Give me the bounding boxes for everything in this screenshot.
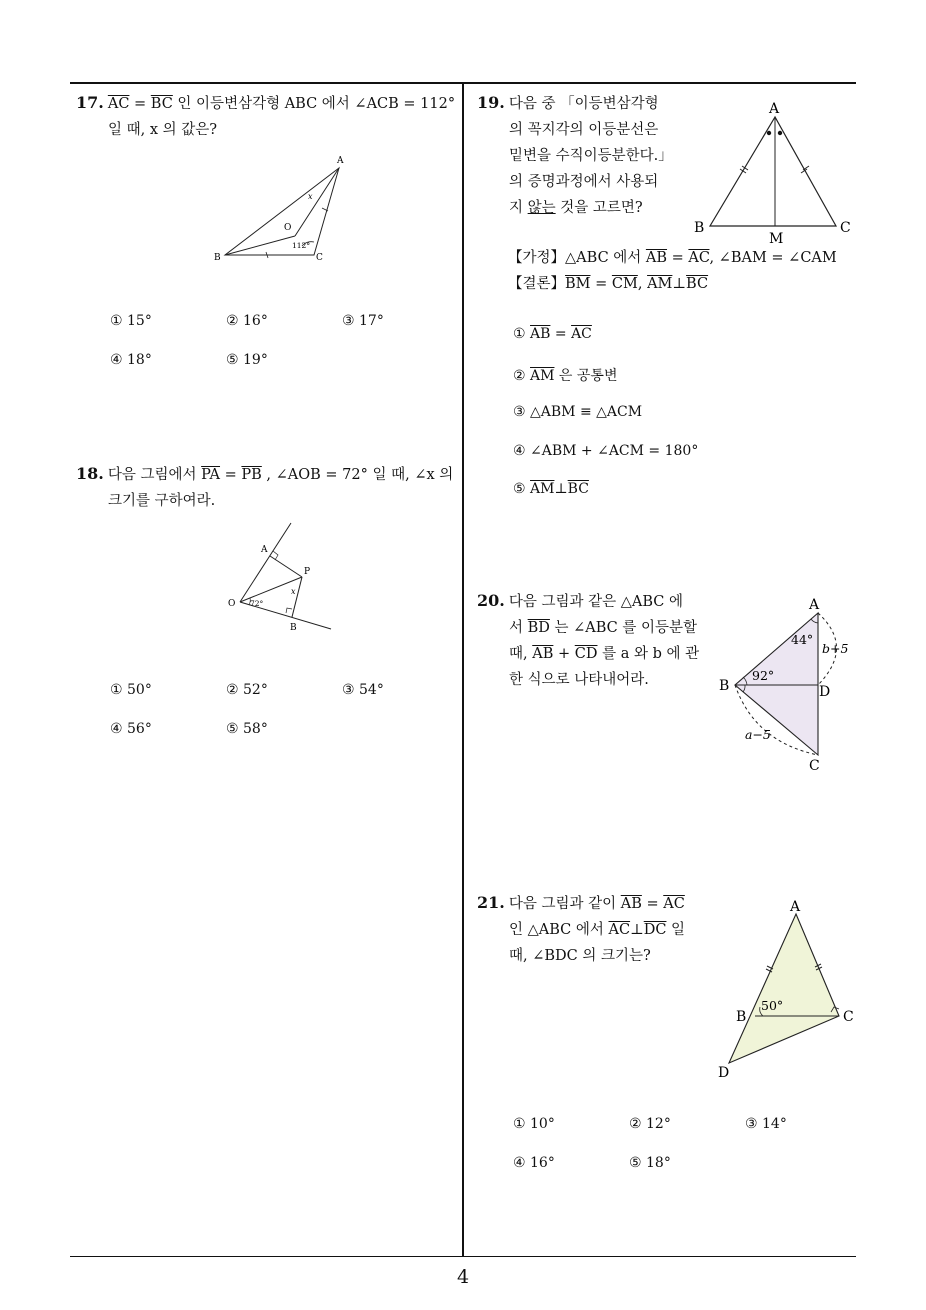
question-21: [477, 890, 685, 969]
q21-option-1[interactable]: ① 10°: [513, 1116, 555, 1132]
question-21-line-2: 인 △ABC 에서 $\overline{AC}\perp\overline{DC}$ 일: [509, 922, 686, 938]
question-19-line-4: 의 증명과정에서 사용되: [509, 174, 659, 190]
question-18-line-1: 18. 다음 그림에서 $\overline{PA} = \overline{PB}$ , ∠AOB = 72° 일 때, ∠x 의: [76, 464, 454, 483]
question-21-figure: [715, 895, 865, 1090]
column-divider: [462, 82, 464, 1257]
question-19-line-3: 밑변을 수직이등분한다.」: [509, 148, 673, 164]
question-20-line-4: 한 식으로 나타내어라.: [509, 672, 649, 688]
question-20-line-2: 서 $\overline{BD}$ 는 ∠ABC 를 이등분할: [509, 620, 698, 636]
question-17-number: 17.: [76, 93, 104, 112]
q17-label-O: O: [284, 223, 292, 233]
question-20-number: 20.: [477, 591, 505, 610]
q17-option-2[interactable]: ② 16°: [226, 313, 268, 329]
q21-option-2[interactable]: ② 12°: [629, 1116, 671, 1132]
q17-option-3[interactable]: ③ 17°: [342, 313, 384, 329]
q17-label-C: C: [316, 253, 323, 263]
page-number: 4: [456, 1266, 470, 1288]
question-17-figure: [200, 150, 360, 270]
question-19-line-5: 지 않는 것을 고르면?: [509, 200, 643, 216]
question-18: [76, 461, 453, 514]
question-21-line-1: 21. 다음 그림과 같이 $\overline{AB} = \overline{AC}$: [477, 893, 685, 912]
question-18-line-2: 크기를 구하여라.: [108, 493, 216, 509]
q18-option-3[interactable]: ③ 54°: [342, 682, 384, 698]
question-19-line-2: 의 꼭지각의 이등분선은: [509, 122, 659, 138]
q20-label-B: B: [719, 678, 730, 694]
question-17-line-1: 17. $\overline{AC} = \overline{BC}$ 인 이등변삼각형 ABC 에서 ∠ACB = 112°: [76, 93, 456, 112]
q19-label-A: A: [769, 101, 780, 117]
q18-label-x: x: [291, 587, 296, 596]
q21-option-3[interactable]: ③ 14°: [745, 1116, 787, 1132]
q20-angle-44: 44°: [791, 632, 814, 647]
q21-option-4[interactable]: ④ 16°: [513, 1155, 555, 1171]
q18-option-2[interactable]: ② 52°: [226, 682, 268, 698]
q19-hypothesis: 【가정】△ABC 에서 $\overline{AB} = \overline{AC}$, ∠BAM = ∠CAM: [508, 250, 837, 266]
q17-option-4[interactable]: ④ 18°: [110, 352, 152, 368]
q21-label-B: B: [736, 1009, 747, 1025]
q21-label-A: A: [790, 899, 801, 915]
q17-angle-label: 112°: [292, 241, 311, 250]
bottom-rule: [70, 1256, 856, 1257]
q17-label-x: x: [308, 192, 313, 201]
q19-option-5[interactable]: ⑤ $\overline{AM}\perp\overline{BC}$: [513, 481, 589, 497]
q20-label-b-plus-5: b+5: [822, 641, 849, 656]
q21-label-C: C: [843, 1009, 854, 1025]
question-20: [477, 588, 699, 693]
q19-option-4[interactable]: ④ ∠ABM + ∠ACM = 180°: [513, 443, 699, 459]
q20-label-A: A: [809, 597, 820, 613]
question-20-figure: [715, 592, 865, 777]
q18-option-1[interactable]: ① 50°: [110, 682, 152, 698]
q18-angle-label: 72°: [250, 599, 264, 608]
q20-label-a-minus-5: a−5: [745, 727, 771, 742]
question-21-number: 21.: [477, 893, 505, 912]
question-17-line-2: 일 때, x 의 값은?: [108, 122, 218, 138]
q21-option-5[interactable]: ⑤ 18°: [629, 1155, 671, 1171]
q17-label-B: B: [214, 253, 221, 263]
question-20-line-1: 20. 다음 그림과 같은 △ABC 에: [477, 591, 683, 610]
question-19: [477, 90, 673, 221]
question-19-figure: [690, 95, 860, 250]
q17-option-5[interactable]: ⑤ 19°: [226, 352, 268, 368]
q19-premise: [508, 245, 837, 297]
q18-option-4[interactable]: ④ 56°: [110, 721, 152, 737]
q18-option-5[interactable]: ⑤ 58°: [226, 721, 268, 737]
question-18-number: 18.: [76, 464, 104, 483]
q19-option-3[interactable]: ③ △ABM ≡ △ACM: [513, 404, 643, 420]
q19-label-B: B: [694, 220, 705, 236]
q21-label-D: D: [718, 1065, 730, 1081]
q19-label-C: C: [840, 220, 851, 236]
q17-option-1[interactable]: ① 15°: [110, 313, 152, 329]
question-21-line-3: 때, ∠BDC 의 크기는?: [509, 948, 651, 964]
q20-angle-92: 92°: [752, 668, 775, 683]
q19-conclusion: 【결론】$\overline{BM} = \overline{CM}$, $\overline{AM}\perp\overline{BC}$: [508, 276, 709, 292]
q18-label-P: P: [304, 567, 311, 577]
q21-angle-label: 50°: [761, 998, 784, 1013]
q18-label-A: A: [261, 545, 268, 555]
q20-label-D: D: [819, 684, 831, 700]
question-20-line-3: 때, $\overline{AB} + \overline{CD}$ 를 a 와 b 에 관: [509, 646, 700, 662]
question-17: [76, 90, 455, 143]
q19-option-1[interactable]: ① $\overline{AB} = \overline{AC}$: [513, 326, 592, 342]
q19-label-M: M: [769, 231, 784, 247]
question-19-number: 19.: [477, 93, 505, 112]
q19-option-2[interactable]: ② $\overline{AM}$ 은 공통변: [513, 368, 618, 384]
question-18-figure: [220, 515, 350, 640]
q20-label-C: C: [809, 758, 820, 774]
q18-label-B: B: [290, 623, 297, 633]
q18-label-O: O: [228, 599, 236, 609]
question-19-line-1: 19. 다음 중 「이등변삼각형: [477, 93, 659, 112]
q17-label-A: A: [337, 156, 344, 166]
